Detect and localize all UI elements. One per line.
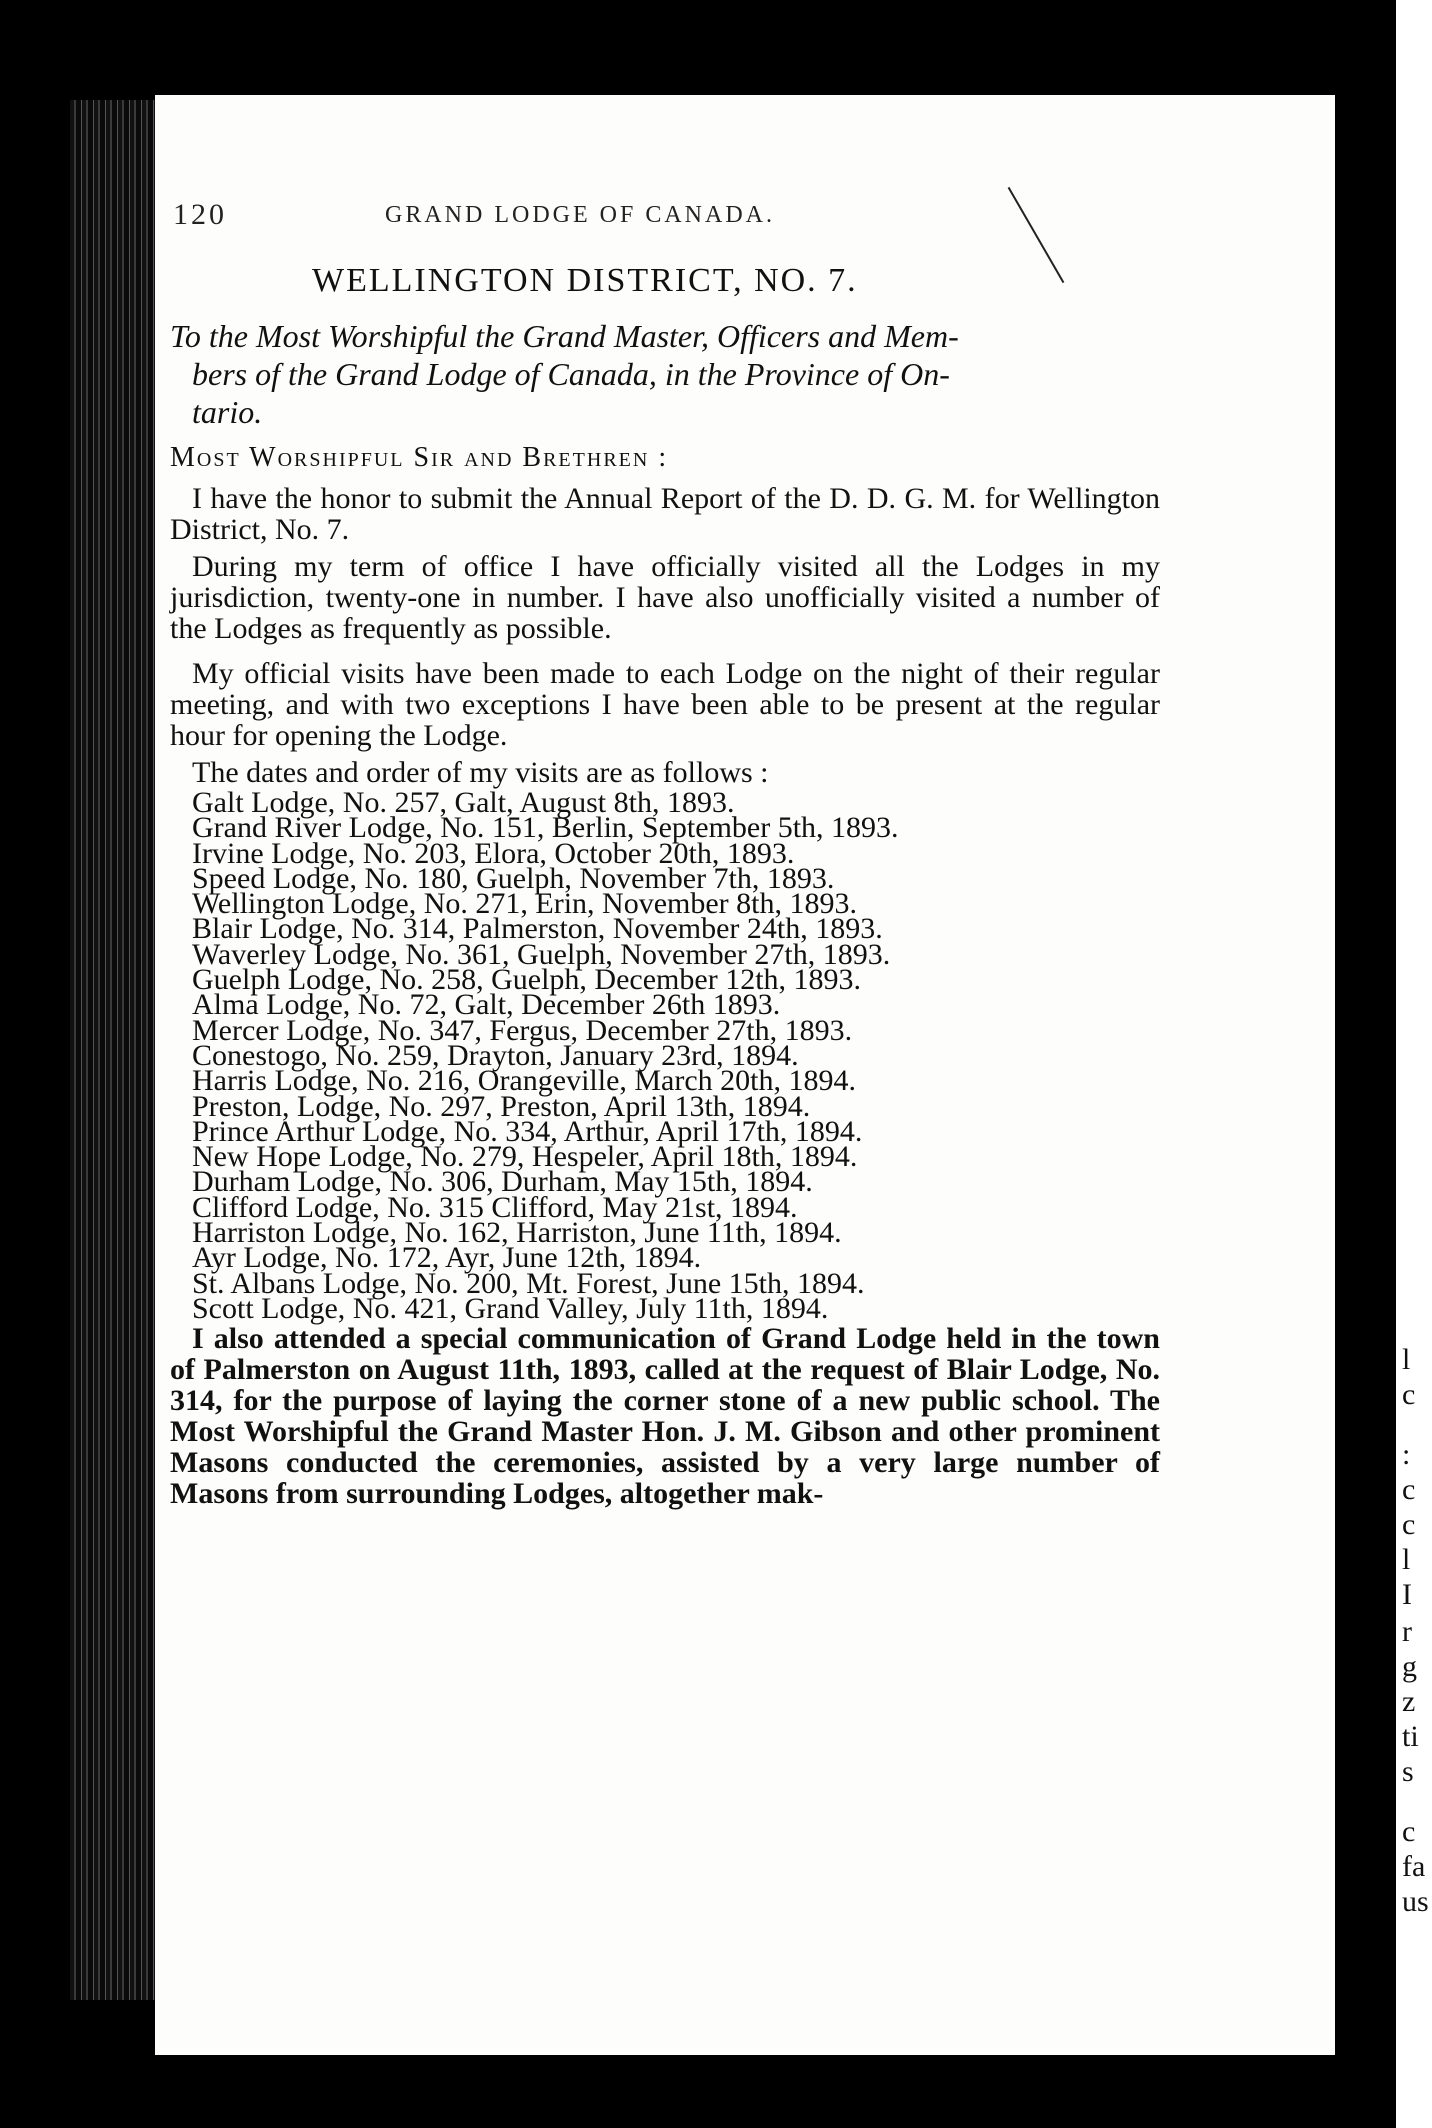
address-line: To the Most Worshipful the Grand Master, Officers and Mem-: [170, 318, 959, 354]
list-item: Blair Lodge, No. 314, Palmerston, November 24th, 1893.: [192, 912, 883, 946]
fragment: us: [1402, 1885, 1429, 1918]
fragment: c: [1402, 1473, 1416, 1506]
list-item: Irvine Lodge, No. 203, Elora, October 20th, 1893.: [192, 836, 795, 870]
closing-paragraph: I also attended a special communication of Grand Lodge held in the town of Palmerston on August 11th, 1893, called at the request of Blair Lodge, No. 314, for the purpose of laying the corner stone of a new public school. The Most Worshipful the Grand Master Hon. J. M. Gibson and other prominent Masons conducted the ceremonies, assisted by a very large number of Masons from surrounding Lodges, altogether mak-: [170, 1322, 1160, 1511]
list-item: Durham Lodge, No. 306, Durham, May 15th, 1894.: [192, 1165, 813, 1199]
visit-list: [170, 786, 1160, 1325]
fragment: l: [1402, 1343, 1411, 1376]
list-item: Scott Lodge, No. 421, Grand Valley, July 11th, 1894.: [192, 1291, 829, 1325]
list-item: Prince Arthur Lodge, No. 334, Arthur, April 17th, 1894.: [192, 1114, 863, 1148]
list-item: New Hope Lodge, No. 279, Hespeler, April 18th, 1894.: [192, 1140, 858, 1174]
page-number: 120: [173, 198, 227, 231]
list-item: Guelph Lodge, No. 258, Guelph, December 12th, 1893.: [192, 963, 862, 997]
paragraph: During my term of office I have officially visited all the Lodges in my jurisdiction, twenty-one in number. I have also unofficially visited a number of the Lodges as frequently as possible.: [170, 550, 1160, 645]
list-item: Waverley Lodge, No. 361, Guelph, November 27th, 1893.: [192, 937, 891, 971]
paragraph: My official visits have been made to each Lodge on the night of their regular meeting, and with two exceptions I have been able to be present at the regular hour for opening the Lodge.: [170, 657, 1160, 752]
salutation: Most Worshipful Sir and Brethren :: [170, 442, 669, 473]
fragment: c: [1402, 1508, 1416, 1541]
running-head: GRAND LODGE OF CANADA.: [385, 202, 775, 228]
list-item: Preston, Lodge, No. 297, Preston, April 13th, 1894.: [192, 1089, 811, 1123]
list-item: Wellington Lodge, No. 271, Erin, November 8th, 1893.: [192, 887, 857, 921]
list-item: Harris Lodge, No. 216, Orangeville, March 20th, 1894.: [192, 1064, 857, 1098]
book-gutter: [70, 100, 160, 2000]
fragment: l: [1402, 1543, 1411, 1576]
fragment: I: [1402, 1578, 1412, 1611]
pencil-mark: [1008, 187, 1065, 283]
fragment: s: [1402, 1755, 1414, 1788]
fragment: fa: [1402, 1850, 1426, 1883]
section-title: WELLINGTON DISTRICT, NO. 7.: [312, 262, 858, 299]
fragment: c: [1402, 1815, 1416, 1848]
address-block: [170, 317, 1160, 431]
fragment: z: [1402, 1685, 1416, 1718]
paragraph: The dates and order of my visits are as follows :: [192, 756, 769, 789]
list-item: Grand River Lodge, No. 151, Berlin, September 5th, 1893.: [192, 811, 899, 845]
report-body: [170, 317, 1160, 1509]
adjacent-page-edge: [1392, 0, 1432, 2128]
list-item: Mercer Lodge, No. 347, Fergus, December 27th, 1893.: [192, 1013, 853, 1047]
fragment: :: [1402, 1438, 1411, 1471]
paragraph: I have the honor to submit the Annual Report of the D. D. G. M. for Wellington District, No. 7.: [170, 482, 1160, 546]
list-item: St. Albans Lodge, No. 200, Mt. Forest, June 15th, 1894.: [192, 1266, 865, 1300]
list-item: Clifford Lodge, No. 315 Clifford, May 21st, 1894.: [192, 1190, 798, 1224]
fragment: r: [1402, 1615, 1412, 1648]
fragment: ti: [1402, 1720, 1419, 1753]
address-line: bers of the Grand Lodge of Canada, in the Province of On-: [192, 356, 950, 392]
address-line: tario.: [192, 394, 263, 430]
fragment: g: [1402, 1650, 1417, 1683]
list-item: Galt Lodge, No. 257, Galt, August 8th, 1893.: [192, 786, 735, 819]
list-item: Ayr Lodge, No. 172, Ayr, June 12th, 1894.: [192, 1241, 702, 1275]
list-item: Speed Lodge, No. 180, Guelph, November 7th, 1893.: [192, 861, 835, 895]
list-item: Alma Lodge, No. 72, Galt, December 26th 1893.: [192, 988, 781, 1022]
list-item: Conestogo, No. 259, Drayton, January 23rd, 1894.: [192, 1038, 799, 1072]
fragment: c: [1402, 1378, 1416, 1411]
list-item: Harriston Lodge, No. 162, Harriston, June 11th, 1894.: [192, 1216, 842, 1250]
